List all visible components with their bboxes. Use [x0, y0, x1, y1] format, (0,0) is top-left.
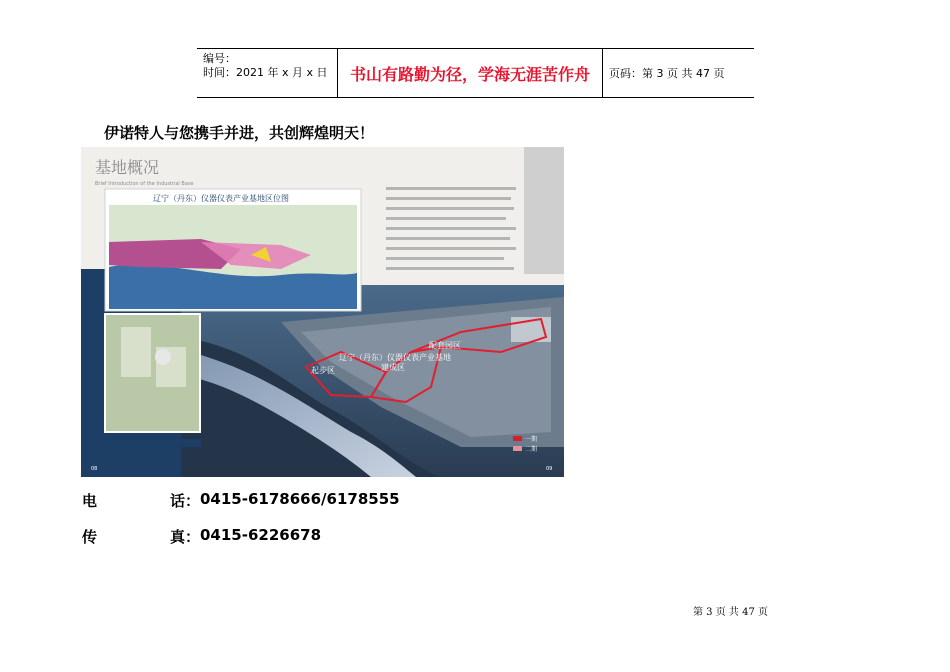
page-header	[197, 48, 754, 98]
fax-label-a: 传	[82, 528, 98, 546]
zone-label-peitao: 配套园区	[429, 341, 461, 350]
brochure-image	[81, 147, 564, 477]
legend-phase1: 一期	[525, 436, 538, 443]
zone-label-jiancheng: 建成区	[381, 363, 405, 372]
fax-value: 0415-6226678	[200, 526, 322, 544]
page-number-left: 08	[91, 466, 98, 472]
header-page-label: 页码：第 3 页 共 47 页	[609, 67, 725, 80]
header-meta	[197, 49, 338, 97]
zone-label-qibu: 起步区	[311, 366, 335, 375]
phone-value: 0415-6178666/6178555	[200, 490, 400, 508]
slogan: 伊诺特人与您携手并进，共创辉煌明天！	[104, 124, 375, 142]
section-subtitle: Brief Introduction of the Industrial Base	[95, 181, 194, 187]
page-number-right: 09	[546, 466, 553, 472]
phone-line	[82, 490, 400, 511]
header-motto: 书山有路勤为径，学海无涯苦作舟	[338, 49, 603, 97]
base-label: 辽宁（丹东）仪器仪表产业基地	[339, 353, 451, 362]
number-label: 编号：	[203, 52, 236, 65]
section-title: 基地概况	[95, 158, 160, 177]
phone-label-b: 话：	[169, 492, 200, 510]
time-label: 时间：2021 年 x 月 x 日	[203, 66, 328, 79]
map-title: 辽宁（丹东）仪器仪表产业基地区位图	[153, 194, 289, 203]
fax-label-b: 真：	[169, 528, 200, 546]
legend-phase2: 二期	[525, 446, 538, 453]
page-footer: 第 3 页 共 47 页	[693, 607, 768, 618]
phone-label-a: 电	[82, 492, 98, 510]
fax-line	[82, 526, 321, 547]
